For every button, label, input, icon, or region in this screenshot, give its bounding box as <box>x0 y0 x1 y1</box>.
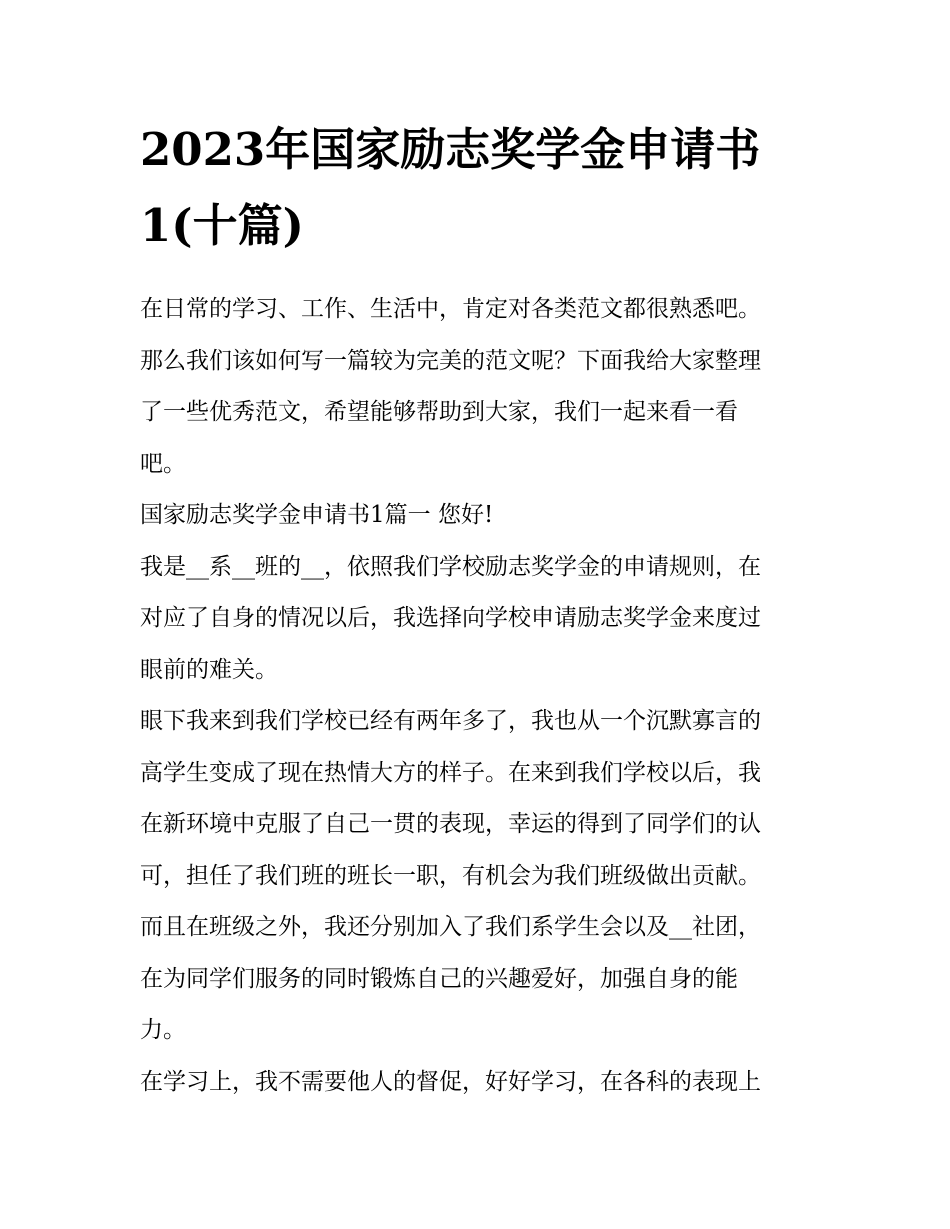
section-heading <box>140 490 820 542</box>
text-line: 在日常的学习、工作、生活中，肯定对各类范文都很熟悉吧。 <box>140 296 761 322</box>
text-line: 了一些优秀范文，希望能够帮助到大家，我们一起来看一看 <box>140 399 738 425</box>
text-line: 吧。 <box>140 450 186 477</box>
title-line: 2023年国家励志奖学金申请书 <box>140 123 761 176</box>
text-line: 力。 <box>140 1017 186 1043</box>
text-line: 眼前的难关。 <box>140 656 278 683</box>
text-line: 可，担任了我们班的班长一职，有机会为我们班级做出贡献。 <box>140 862 761 889</box>
text-line: 在为同学们服务的同时锻炼自己的兴趣爱好，加强自身的能 <box>140 965 738 992</box>
text-line: 在新环境中克服了自己一贯的表现，幸运的得到了同学们的认 <box>140 811 761 837</box>
text-line: 我是__系__班的__，依照我们学校励志奖学金的申请规则，在 <box>140 553 761 580</box>
text-line: 眼下我来到我们学校已经有两年多了，我也从一个沉默寡言的 <box>140 708 761 734</box>
title-line: 1(十篇) <box>140 199 304 252</box>
document-body <box>140 112 820 1108</box>
text-line: 那么我们该如何写一篇较为完美的范文呢？下面我给大家整理 <box>140 347 761 374</box>
text-line: 高学生变成了现在热情大方的样子。在来到我们学校以后，我 <box>140 759 761 786</box>
text-line: 国家励志奖学金申请书1篇一 您好! <box>140 502 494 528</box>
text-line: 在学习上，我不需要他人的督促，好好学习，在各科的表现上 <box>140 1068 761 1095</box>
body-paragraph <box>140 1057 820 1109</box>
intro-paragraph <box>140 284 820 490</box>
body-paragraph <box>140 542 820 697</box>
body-paragraph <box>140 696 820 1057</box>
text-line: 对应了自身的情况以后，我选择向学校申请励志奖学金来度过 <box>140 605 761 631</box>
text-line: 而且在班级之外，我还分别加入了我们系学生会以及__社团， <box>140 914 761 940</box>
page-title <box>140 112 820 264</box>
